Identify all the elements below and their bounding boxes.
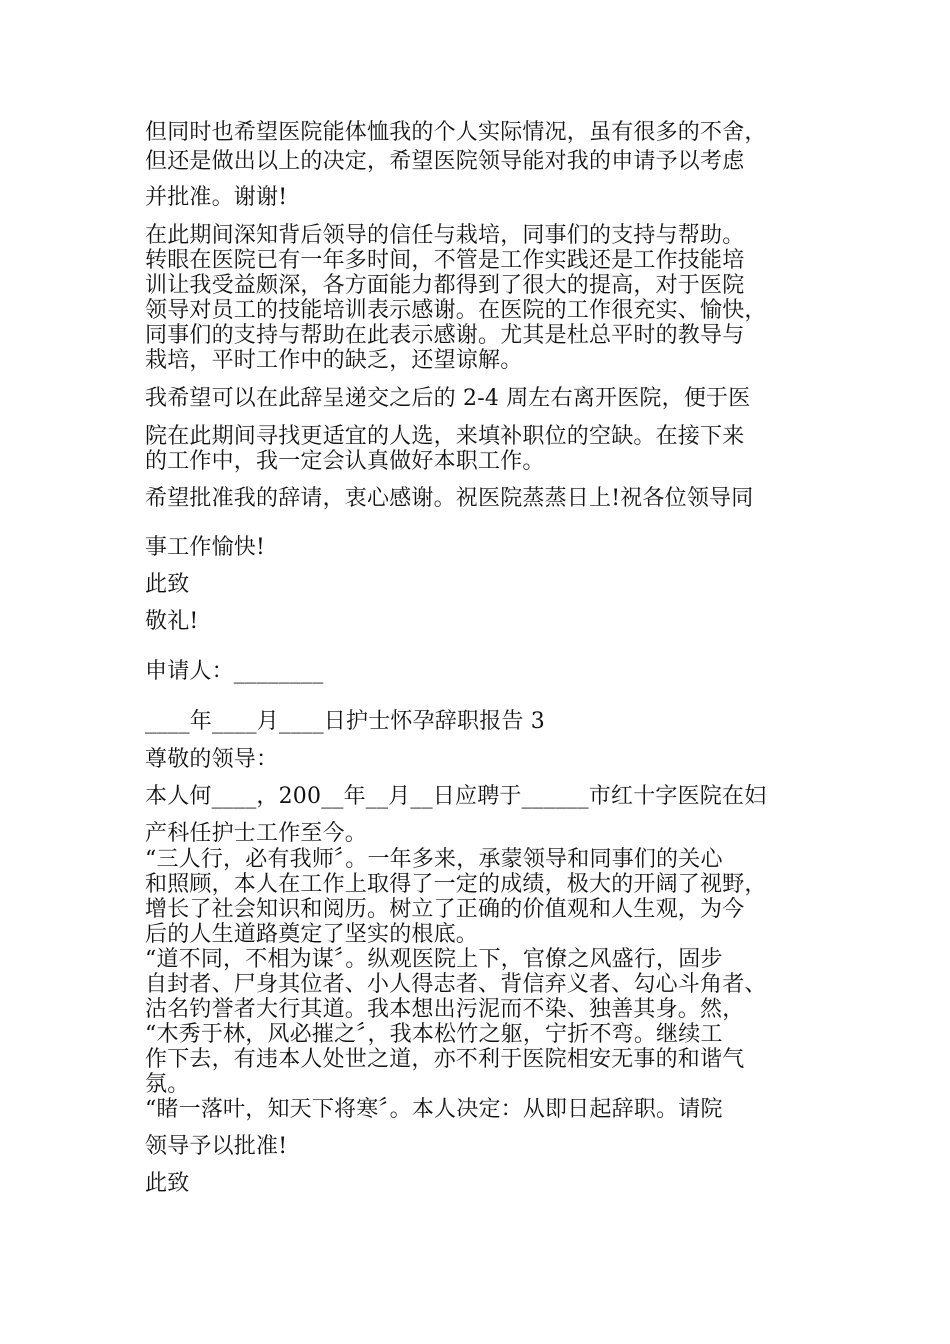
text-line: “三人行，必有我师〞。一年多来，承蒙领导和同事们的关心: [145, 847, 723, 872]
text-line: 领导予以批准!: [145, 1134, 288, 1159]
text-line: 沽名钓誉者大行其道。我本想出污泥而不染、独善其身。然，: [145, 997, 745, 1022]
text-line: 转眼在医院已有一年多时间，不管是工作实践还是工作技能培: [145, 248, 745, 273]
text-line: 我希望可以在此辞呈递交之后的 2-4 周左右离开医院，便于医: [145, 386, 751, 411]
text-line: 此致: [145, 1171, 190, 1196]
text-line: 产科任护士工作至今。: [145, 821, 368, 846]
text-line: 和照顾，本人在工作上取得了一定的成绩，极大的开阔了视野，: [145, 872, 767, 897]
text-line: 同事们的支持与帮助在此表示感谢。尤其是杜总平时的教导与: [145, 323, 745, 348]
text-line: 领导对员工的技能培训表示感谢。在医院的工作很充实、愉快，: [145, 298, 767, 323]
text-line: 作下去，有违本人处世之道，亦不利于医院相安无事的和谐气: [145, 1047, 745, 1072]
text-line: 在此期间深知背后领导的信任与栽培，同事们的支持与帮助。: [145, 223, 745, 248]
text-line: “道不同，不相为谋〞。纵观医院上下，官僚之风盛行，固步: [145, 947, 723, 972]
text-line: 的工作中，我一定会认真做好本职工作。: [145, 449, 545, 474]
text-line: 训让我受益颇深，各方面能力都得到了很大的提高，对于医院: [145, 273, 745, 298]
text-line: 院在此期间寻找更适宜的人选，来填补职位的空缺。在接下来: [145, 424, 745, 449]
text-line: 事工作愉快!: [145, 535, 266, 560]
text-line: 并批准。谢谢!: [145, 185, 288, 210]
text-line: 敬礼!: [145, 609, 199, 634]
text-line: 尊敬的领导：: [145, 747, 279, 772]
text-line: 申请人：________: [145, 659, 324, 684]
text-line: “睹一落叶，知天下将寒〞。本人决定：从即日起辞职。请院: [145, 1097, 723, 1122]
text-line: ____年____月____日护士怀孕辞职报告 3: [145, 709, 545, 734]
text-line: 希望批准我的辞请，衷心感谢。祝医院蒸蒸日上!祝各位领导同: [145, 486, 754, 511]
text-line: 栽培，平时工作中的缺乏，还望谅解。: [145, 348, 523, 373]
text-line: 增长了社会知识和阅历。树立了正确的价值观和人生观，为今: [145, 897, 745, 922]
text-line: “木秀于林，风必摧之〞，我本松竹之躯，宁折不弯。继续工: [145, 1022, 723, 1047]
text-line: 自封者、尸身其位者、小人得志者、背信弃义者、勾心斗角者、: [145, 972, 767, 997]
text-line: 后的人生道路奠定了坚实的根底。: [145, 922, 479, 947]
text-line: 此致: [145, 572, 190, 597]
text-line: 但还是做出以上的决定，希望医院领导能对我的申请予以考虑: [145, 149, 745, 174]
text-line: 但同时也希望医院能体恤我的个人实际情况，虽有很多的不舍，: [145, 120, 767, 145]
text-line: 氛。: [145, 1072, 190, 1097]
text-line: 本人何____，200__年__月__日应聘于______市红十字医院在妇: [145, 784, 767, 809]
